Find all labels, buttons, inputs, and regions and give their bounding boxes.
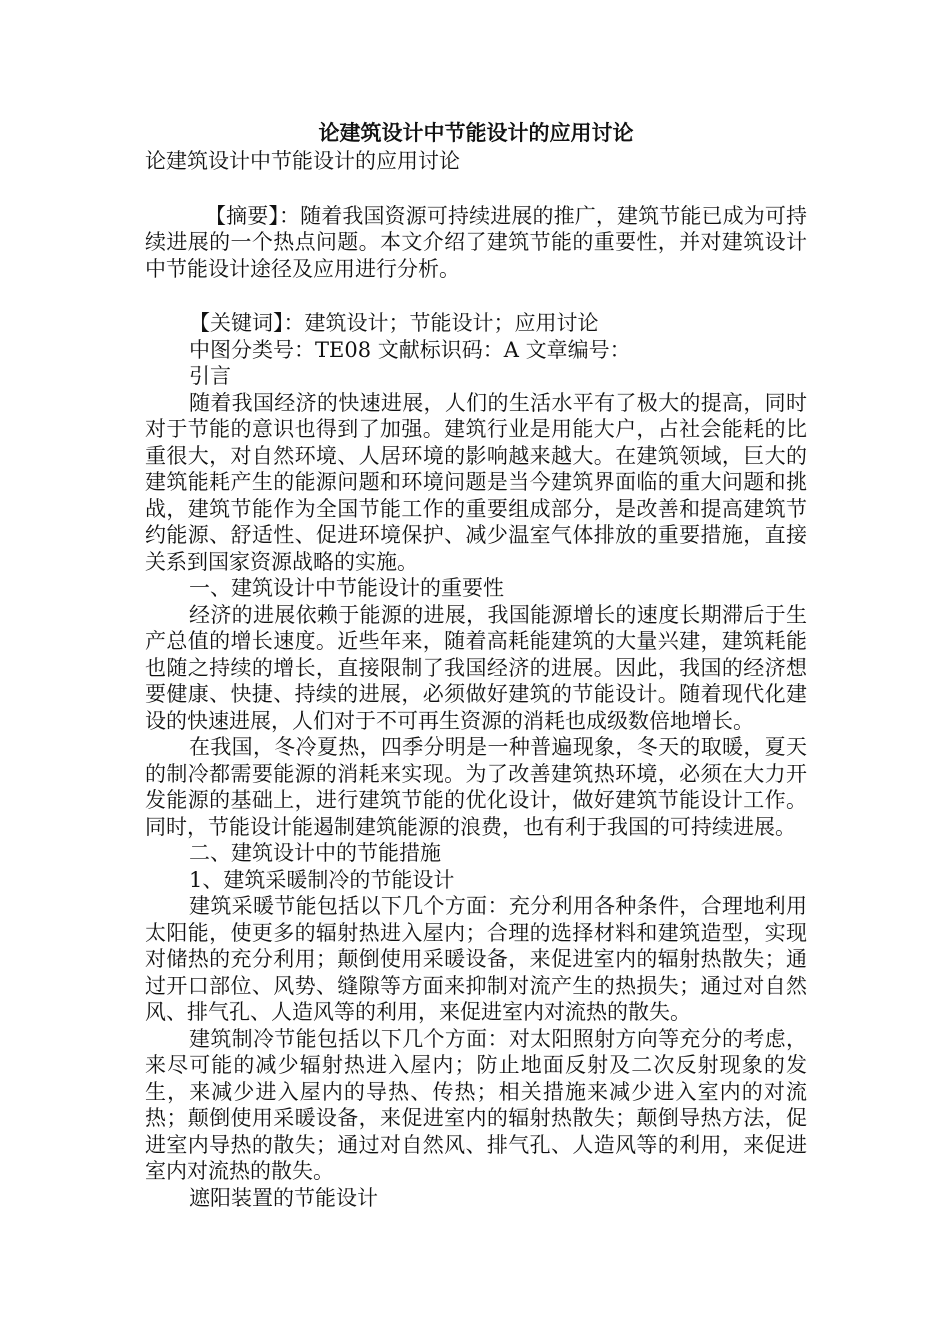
subsection1-heading: 1、建筑采暖制冷的节能设计 bbox=[189, 867, 455, 892]
intro-heading: 引言 bbox=[189, 364, 231, 388]
section2-heading: 二、建筑设计中的节能措施 bbox=[189, 841, 441, 865]
classification-line: 中图分类号：TE08 文献标识码：A 文章编号： bbox=[189, 337, 631, 362]
subsection1-paragraph-2: 建筑制冷节能包括以下几个方面：对太阳照射方向等充分的考虑，来尽可能的减少辐射热进入屋内；防止地面反射及二次反射现象的发生，来减少进入屋内的导热、传热；相关措施来减少进入室内的对流热；颠倒使用采暖设备，来促进室内的辐射热散失；颠倒导热方法，促进室内导热的散失；通过对自然风、排气孔、人造风等的利用，来促进室内对流热的散失。 bbox=[145, 1026, 807, 1183]
document-title: 论建筑设计中节能设计的应用讨论 bbox=[318, 121, 634, 145]
subsection2-heading: 遮阳装置的节能设计 bbox=[189, 1185, 378, 1210]
intro-paragraph: 随着我国经济的快速进展，人们的生活水平有了极大的提高，同时对于节能的意识也得到了加强。建筑行业是用能大户，占社会能耗的比重很大，对自然环境、人居环境的影响越来越大。在建筑领域，巨大的建筑能耗产生的能源问题和环境问题是当今建筑界面临的重大问题和挑战，建筑节能作为全国节能工作的重要组成部分，是改善和提高建筑节约能源、舒适性、促进环境保护、减少温室气体排放的重要措施，直接关系到国家资源战略的实施。 bbox=[145, 390, 807, 574]
subsection1-paragraph-1: 建筑采暖节能包括以下几个方面：充分利用各种条件，合理地利用太阳能，使更多的辐射热进入屋内；合理的选择材料和建筑造型，实现对储热的充分利用；颠倒使用采暖设备，来促进室内的辐射热散失；通过开口部位、风势、缝隙等方面来抑制对流产生的热损失；通过对自然风、排气孔、人造风等的利用，来促进室内对流热的散失。 bbox=[145, 894, 807, 1024]
section1-paragraph-1: 经济的进展依赖于能源的进展，我国能源增长的速度长期滞后于生产总值的增长速度。近些年来，随着高耗能建筑的大量兴建，建筑耗能也随之持续的增长，直接限制了我国经济的进展。因此，我国的经济想要健康、快捷、持续的进展，必须做好建筑的节能设计。随着现代化建设的快速进展，人们对于不可再生资源的消耗也成级数倍地增长。 bbox=[145, 602, 807, 733]
keywords-line: 【关键词】：建筑设计；节能设计；应用讨论 bbox=[189, 311, 599, 335]
section1-paragraph-2: 在我国，冬冷夏热，四季分明是一种普遍现象，冬天的取暖，夏天的制冷都需要能源的消耗来实现。为了改善建筑热环境，必须在大力开发能源的基础上，进行建筑节能的优化设计，做好建筑节能设计工作。同时，节能设计能遏制建筑能源的浪费，也有利于我国的可持续进展。 bbox=[145, 735, 807, 839]
document-subtitle: 论建筑设计中节能设计的应用讨论 bbox=[145, 149, 460, 173]
section1-heading: 一、建筑设计中节能设计的重要性 bbox=[189, 576, 504, 600]
abstract-paragraph: 【摘要】：随着我国资源可持续进展的推广，建筑节能已成为可持续进展的一个热点问题。本文介绍了建筑节能的重要性，并对建筑设计中节能设计途径及应用进行分析。 bbox=[145, 203, 807, 281]
document-body bbox=[145, 118, 807, 1211]
